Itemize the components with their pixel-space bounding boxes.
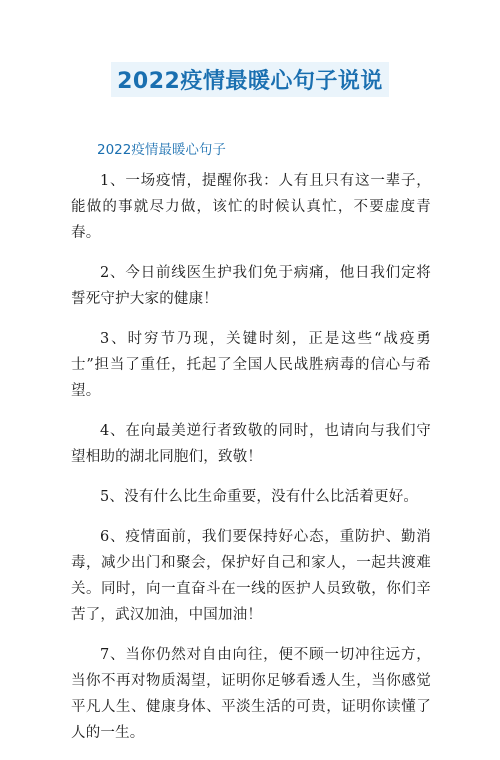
paragraph-1: 1、一场疫情，提醒你我：人有且只有这一辈子，能做的事就尽力做，该忙的时候认真忙，不要虚度青春。	[71, 173, 431, 241]
paragraph-2: 2、今日前线医生护我们免于病痛，他日我们定将誓死守护大家的健康！	[71, 265, 431, 307]
paragraph-5: 5、没有什么比生命重要，没有什么比活着更好。	[100, 489, 419, 505]
paragraph-6: 6、疫情面前，我们要保持好心态，重防护、勤消毒，减少出门和聚会，保护好自己和家人，一起共渡难关。同时，向一直奋斗在一线的医护人员致敬，你们辛苦了，武汉加油，中国加油！	[71, 529, 431, 623]
page-title: 2022疫情最暖心句子说说	[111, 62, 389, 97]
paragraph-7: 7、当你仍然对自由向往，便不顾一切冲往远方，当你不再对物质渴望，证明你足够看透人生，当你感觉平凡人生、健康身体、平淡生活的可贵，证明你读懂了人的一生。	[71, 647, 431, 741]
document-body	[71, 168, 431, 760]
section-subtitle: 2022疫情最暖心句子	[97, 142, 226, 158]
paragraph-4: 4、在向最美逆行者致敬的同时，也请向与我们守望相助的湖北同胞们，致敬！	[71, 423, 431, 465]
title-container	[0, 62, 500, 97]
paragraph-3: 3、时穷节乃现，关键时刻，正是这些“战疫勇士”担当了重任，托起了全国人民战胜病毒的信心与希望。	[71, 331, 431, 399]
